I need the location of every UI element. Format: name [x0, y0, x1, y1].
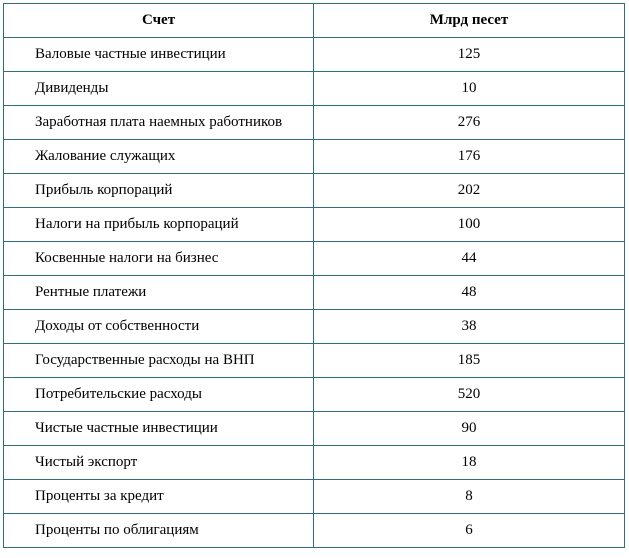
account-name-cell: Дивиденды [4, 72, 314, 106]
account-name-cell: Косвенные налоги на бизнес [4, 242, 314, 276]
table-row [4, 310, 625, 344]
account-value-cell: 100 [314, 208, 625, 242]
table-row [4, 38, 625, 72]
account-name-cell: Налоги на прибыль корпораций [4, 208, 314, 242]
account-name-cell: Заработная плата наемных работников [4, 106, 314, 140]
account-value-cell: 48 [314, 276, 625, 310]
table-row [4, 344, 625, 378]
account-value-cell: 10 [314, 72, 625, 106]
account-name-cell: Проценты за кредит [4, 480, 314, 514]
account-value-cell: 38 [314, 310, 625, 344]
table-row [4, 412, 625, 446]
account-name-cell: Прибыль корпораций [4, 174, 314, 208]
account-name-cell: Проценты по облигациям [4, 514, 314, 548]
table-body [4, 38, 625, 548]
table-row [4, 208, 625, 242]
account-name-cell: Государственные расходы на ВНП [4, 344, 314, 378]
account-value-cell: 90 [314, 412, 625, 446]
account-value-cell: 6 [314, 514, 625, 548]
account-value-cell: 18 [314, 446, 625, 480]
header-value: Млрд песет [314, 4, 625, 38]
account-name-cell: Доходы от собственности [4, 310, 314, 344]
account-value-cell: 202 [314, 174, 625, 208]
account-name-cell: Потребительские расходы [4, 378, 314, 412]
account-name-cell: Валовые частные инвестиции [4, 38, 314, 72]
account-name-cell: Чистый экспорт [4, 446, 314, 480]
accounts-table [3, 3, 625, 548]
account-name-cell: Чистые частные инвестиции [4, 412, 314, 446]
account-name-cell: Рентные платежи [4, 276, 314, 310]
table-row [4, 378, 625, 412]
account-value-cell: 8 [314, 480, 625, 514]
table-row [4, 242, 625, 276]
account-value-cell: 276 [314, 106, 625, 140]
account-value-cell: 176 [314, 140, 625, 174]
table-row [4, 276, 625, 310]
account-value-cell: 520 [314, 378, 625, 412]
table-row [4, 514, 625, 548]
table-row [4, 72, 625, 106]
account-value-cell: 44 [314, 242, 625, 276]
account-value-cell: 185 [314, 344, 625, 378]
table-row [4, 480, 625, 514]
table-row [4, 174, 625, 208]
table-header-row [4, 4, 625, 38]
table-row [4, 446, 625, 480]
table-row [4, 106, 625, 140]
account-name-cell: Жалование служащих [4, 140, 314, 174]
table-row [4, 140, 625, 174]
header-account: Счет [4, 4, 314, 38]
account-value-cell: 125 [314, 38, 625, 72]
